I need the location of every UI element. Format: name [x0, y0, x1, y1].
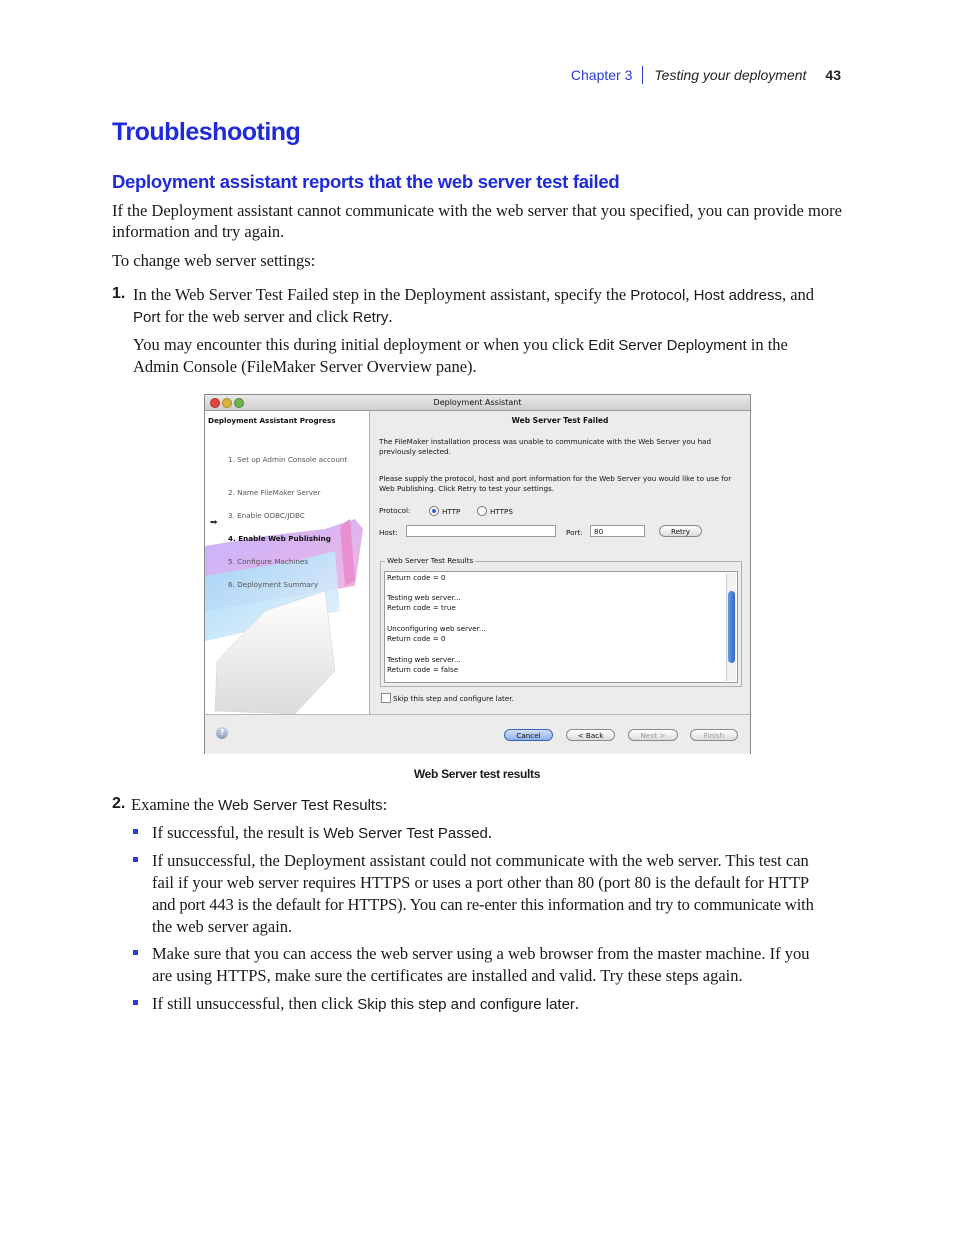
progress-step-1: 1. Set up Admin Console account	[228, 455, 348, 464]
https-label: HTTPS	[490, 507, 513, 516]
ui-term-host: Host address	[693, 287, 782, 304]
deployment-assistant-screenshot	[204, 394, 751, 754]
page-heading: Troubleshooting	[112, 118, 301, 146]
results-line: Return code = false	[387, 665, 459, 674]
step-1-line-2	[133, 306, 392, 328]
back-button[interactable]: < Back	[566, 729, 615, 741]
header-divider	[642, 66, 643, 84]
progress-step-6: 6. Deployment Summary	[228, 580, 319, 589]
progress-step-2: 2. Name FileMaker Server	[228, 488, 321, 497]
bullet-icon	[133, 950, 138, 955]
figure-caption: Web Server test results	[413, 767, 541, 781]
test-results-group	[380, 556, 742, 687]
step-1-note-line-2: Admin Console (FileMaker Server Overview pane).	[133, 357, 477, 376]
bullet-4-end: .	[574, 994, 580, 1013]
progress-pane	[205, 411, 370, 714]
bullet-icon	[133, 857, 138, 862]
results-line: Return code = 0	[387, 634, 446, 643]
bullet-1-end: .	[487, 823, 493, 842]
close-window-icon[interactable]	[210, 398, 220, 408]
bullet-2-line-2: fail if your web server requires HTTPS or uses a port other than 80 (port 80 is the default for HTTP	[152, 873, 810, 892]
host-label: Host:	[379, 528, 398, 537]
dialog-button-bar	[205, 714, 750, 754]
bullet-4	[152, 993, 579, 1015]
bullet-4-text: If still unsuccessful, then click	[152, 994, 358, 1013]
step-2-text-b: :	[382, 795, 388, 814]
results-line: Return code = 0	[387, 573, 446, 582]
step-2-text: Examine the	[131, 795, 219, 814]
step-1-text-c: for the web server and click	[160, 307, 353, 326]
skip-step-checkbox[interactable]	[381, 693, 391, 703]
running-header	[571, 66, 841, 84]
step-1-text-d: .	[388, 307, 393, 326]
zoom-window-icon[interactable]	[234, 398, 244, 408]
cancel-button[interactable]: Cancel	[504, 729, 553, 741]
progress-step-3: 3. Enable ODBC/JDBC	[228, 511, 305, 520]
intro-paragraph: If the Deployment assistant cannot communicate with the web server that you specified, you can provide more information and try again.	[112, 201, 842, 241]
http-radio[interactable]	[429, 506, 439, 516]
failure-message: The FileMaker installation process was unable to communicate with the Web Server you had previously selected.	[379, 437, 712, 456]
port-input[interactable]: 80	[590, 525, 645, 537]
intro-lead: To change web server settings:	[112, 251, 316, 270]
retry-button[interactable]: Retry	[659, 525, 702, 537]
step-1-text-b: , and	[781, 285, 815, 304]
results-line: Return code = true	[387, 603, 456, 612]
progress-title: Deployment Assistant Progress	[208, 416, 336, 425]
scrollbar-thumb[interactable]	[728, 591, 735, 663]
skip-step-label: Skip this step and configure later.	[393, 694, 514, 703]
step-1-text: In the Web Server Test Failed step in the Deployment assistant, specify the	[133, 285, 631, 304]
step-1-sep: ,	[685, 285, 694, 304]
results-scrollbar[interactable]	[726, 573, 736, 681]
chapter-label: Chapter 3	[570, 67, 633, 83]
ui-term-retry: Retry	[352, 309, 389, 326]
ui-term-port: Port	[133, 309, 161, 326]
instructions-message: Please supply the protocol, host and port information for the Web Server you would like to use for Web Publishing. Click Retry to test your settings.	[379, 474, 732, 493]
results-line: Testing web server...	[387, 593, 461, 602]
dialog-title: Deployment Assistant	[433, 398, 522, 407]
next-button[interactable]: Next >	[628, 729, 678, 741]
ui-term-edit-server-deployment: Edit Server Deployment	[588, 337, 747, 354]
bullet-1-text: If successful, the result is	[152, 823, 324, 842]
test-results-output[interactable]	[384, 571, 738, 683]
panel-heading: Web Server Test Failed	[511, 416, 609, 425]
ui-term-protocol: Protocol	[630, 287, 686, 304]
help-icon[interactable]: ?	[216, 727, 228, 739]
bullet-2-line-3: and port 443 is the default for HTTPS). You can re-enter this information and try to communicate with	[152, 895, 814, 914]
section-subheading: Deployment assistant reports that the web server test failed	[112, 171, 620, 192]
bullet-icon	[133, 829, 138, 834]
ui-term-skip-this-step: Skip this step and configure later	[357, 996, 575, 1013]
step-2-line	[131, 794, 387, 816]
finish-button[interactable]: Finish	[690, 729, 738, 741]
step-1-number: 1.	[112, 285, 126, 302]
step-1-line-1	[133, 284, 814, 306]
results-legend: Web Server Test Results	[387, 556, 474, 565]
bullet-icon	[133, 1000, 138, 1005]
step-2-number: 2.	[112, 795, 126, 812]
web-server-test-panel	[370, 411, 750, 714]
note-text-b: in the	[746, 335, 788, 354]
progress-step-5: 5. Configure Machines	[228, 557, 309, 566]
ui-term-web-server-test-passed: Web Server Test Passed	[323, 825, 488, 842]
page-number: 43	[825, 67, 841, 83]
current-step-arrow-icon: ➡	[210, 518, 218, 528]
bullet-2-line-4: the web server again.	[152, 917, 293, 936]
note-text: You may encounter this during initial deployment or when you click	[133, 335, 589, 354]
bullet-1	[152, 822, 492, 844]
minimize-window-icon[interactable]	[222, 398, 232, 408]
bullet-3-line-1: Make sure that you can access the web server using a web browser from the master machine. If you	[152, 944, 810, 963]
bullet-3-line-2: are using HTTPS, make sure the certificates are installed and valid. Try these steps again.	[152, 966, 743, 985]
host-input[interactable]	[406, 525, 556, 537]
protocol-label: Protocol:	[379, 506, 411, 515]
results-line: Testing web server...	[387, 655, 461, 664]
step-1-note-line-1	[133, 334, 788, 356]
ui-term-web-server-test-results: Web Server Test Results	[218, 797, 383, 814]
section-title: Testing your deployment	[654, 67, 807, 83]
http-label: HTTP	[442, 507, 461, 516]
bullet-2-line-1: If unsuccessful, the Deployment assistant could not communicate with the web server. This test can	[152, 851, 809, 870]
https-radio[interactable]	[477, 506, 487, 516]
results-line: Unconfiguring web server...	[387, 624, 486, 633]
port-label: Port:	[566, 528, 583, 537]
dialog-titlebar	[205, 395, 750, 411]
progress-step-4: 4. Enable Web Publishing	[228, 534, 331, 543]
